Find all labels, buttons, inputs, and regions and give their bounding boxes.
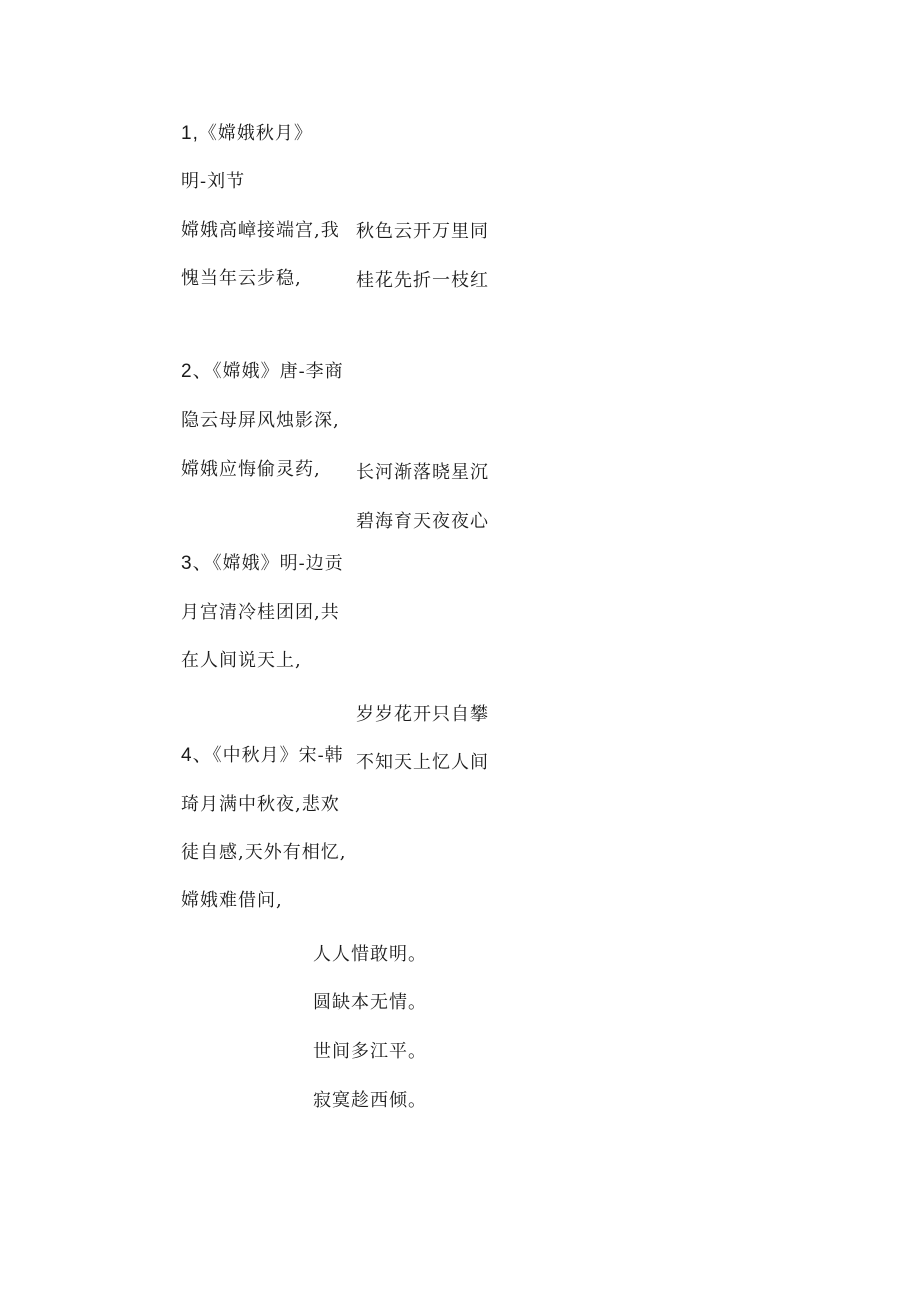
poem-3-title: 《嫦娥》明-边贡 xyxy=(212,553,344,574)
poem-2-heading xyxy=(181,361,344,383)
poem-2-left-line-1: 隐云母屏风烛影深, xyxy=(181,410,340,431)
poem-3-left-line-1: 月宫清冷桂团团,共 xyxy=(181,602,340,623)
poem-3-left-line-2: 在人间说天上, xyxy=(181,650,302,671)
poem-4-right-line-4: 寂寞趁西倾。 xyxy=(313,1090,427,1111)
poem-2-right-line-1: 长河渐落晓星沉 xyxy=(356,462,489,483)
poem-1-number: 1, xyxy=(181,123,199,144)
poem-2-title: 《嫦娥》唐-李商 xyxy=(212,361,344,382)
poem-1-heading xyxy=(181,123,313,145)
poem-1-right-line-2: 桂花先折一枝红 xyxy=(356,270,489,291)
poem-1-left-line-2: 愧当年云步稳, xyxy=(181,268,302,289)
poem-4-right-line-2: 圆缺本无情。 xyxy=(313,992,427,1013)
poem-4-left-line-2: 徒自感,天外有相忆, xyxy=(181,842,347,863)
poem-1-right-line-1: 秋色云开万里同 xyxy=(356,221,489,242)
poem-4-right-line-3: 世间多江平。 xyxy=(313,1041,427,1062)
poem-4-heading xyxy=(181,745,344,767)
poem-4-title: 《中秋月》宋-韩 xyxy=(212,745,344,766)
poem-1-left-line-1: 嫦娥高嶂接端宫,我 xyxy=(181,220,340,241)
poem-2-right-line-2: 碧海育天夜夜心 xyxy=(356,511,489,532)
poem-4-right-line-1: 人人惜敢明。 xyxy=(313,944,427,965)
poem-4-left-line-3: 嫦娥难借问, xyxy=(181,890,283,911)
poem-1-author: 明-刘节 xyxy=(181,171,246,192)
poem-3-heading xyxy=(181,553,344,575)
poem-2-number: 2、 xyxy=(181,361,213,382)
poem-3-number: 3、 xyxy=(181,553,213,574)
poem-2-left-line-2: 嫦娥应悔偷灵药, xyxy=(181,459,321,480)
poem-3-right-line-1: 岁岁花开只自攀 xyxy=(356,704,489,725)
poem-4-left-line-1: 琦月满中秋夜,悲欢 xyxy=(181,794,340,815)
poem-3-right-line-2: 不知天上忆人间 xyxy=(356,752,489,773)
poem-4-number: 4、 xyxy=(181,745,213,766)
poem-1-title: 《嫦娥秋月》 xyxy=(198,123,313,144)
